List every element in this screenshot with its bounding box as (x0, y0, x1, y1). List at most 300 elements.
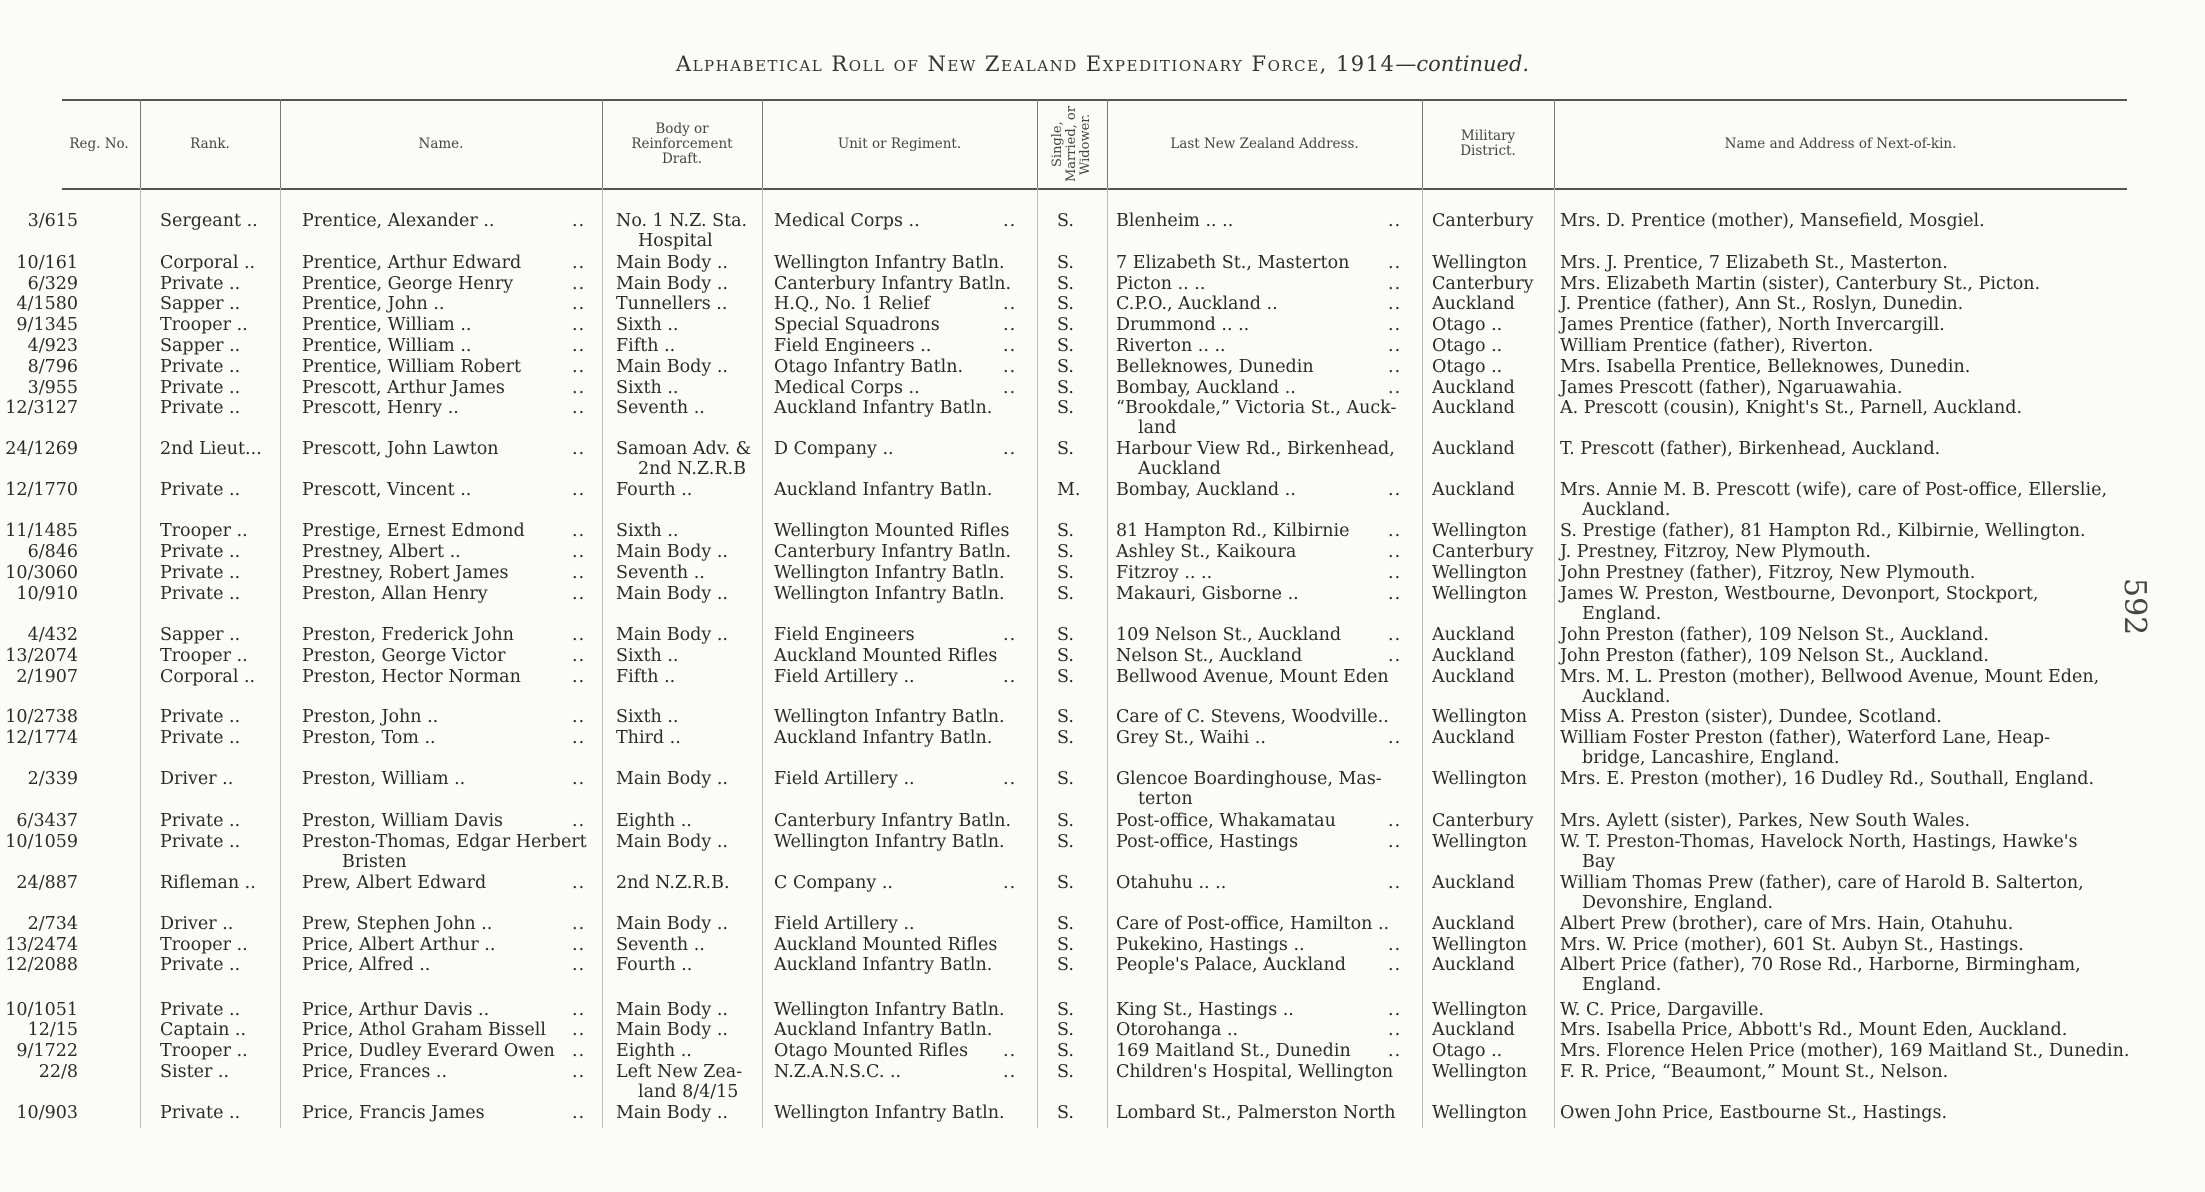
body-draft-cell: Main Body .. (616, 274, 728, 294)
reg-no-cell: 6/3437 (16, 811, 78, 831)
district-cell: Otago .. (1432, 336, 1503, 356)
unit-cell: Wellington Infantry Batln. (774, 707, 1005, 727)
leader-dots: .. (572, 439, 586, 459)
leader-dots: .. (572, 253, 586, 273)
header-body-draft: Body or Reinforcement Draft. (631, 120, 733, 167)
name-cell: Price, Dudley Everard Owen (302, 1041, 555, 1061)
reg-no-cell: 9/1345 (16, 315, 78, 335)
body-draft-cell: Sixth .. (616, 315, 679, 335)
leader-dots: .. (572, 1020, 586, 1040)
unit-cell: Field Engineers .. (774, 336, 932, 356)
rank-cell: Private .. (160, 563, 241, 583)
table-row (0, 1000, 2205, 1020)
leader-dots: .. (1388, 294, 1402, 314)
address-cell: People's Palace, Auckland (1116, 955, 1346, 975)
next-of-kin-cell-cont: England. (1582, 604, 1662, 624)
next-of-kin-cell: A. Prescott (cousin), Knight's St., Parnell, Auckland. (1560, 398, 2023, 418)
leader-dots: .. (572, 378, 586, 398)
rank-cell: Corporal .. (160, 667, 256, 687)
address-cell: 109 Nelson St., Auckland (1116, 625, 1342, 645)
address-cell: Harbour View Rd., Birkenhead, (1116, 439, 1395, 459)
unit-cell: Wellington Infantry Batln. (774, 1000, 1005, 1020)
header-rank: Rank. (190, 135, 230, 152)
unit-cell: H.Q., No. 1 Relief (774, 294, 930, 314)
header-address: Last New Zealand Address. (1170, 135, 1359, 152)
marital-status-cell: S. (1057, 584, 1074, 604)
address-cell: 169 Maitland St., Dunedin (1116, 1041, 1351, 1061)
body-draft-cell: Fifth .. (616, 667, 676, 687)
table-row (0, 646, 2205, 666)
name-cell: Prentice, William Robert (302, 357, 522, 377)
rank-cell: Private .. (160, 832, 241, 852)
body-draft-cell-cont: Hospital (638, 231, 713, 251)
rank-cell: Private .. (160, 1103, 241, 1123)
marital-status-cell: S. (1057, 769, 1074, 789)
district-cell: Auckland (1432, 728, 1515, 748)
table-row (0, 1103, 2205, 1123)
address-cell: Riverton .. .. (1116, 336, 1226, 356)
next-of-kin-cell: Mrs. M. L. Preston (mother), Bellwood Avenue, Mount Eden, (1560, 667, 2100, 687)
address-cell-cont: Auckland (1138, 459, 1221, 479)
table-row (0, 439, 2205, 479)
reg-no-cell: 22/8 (38, 1062, 78, 1082)
leader-dots: .. (1388, 1000, 1402, 1020)
district-cell: Canterbury (1432, 211, 1534, 231)
next-of-kin-cell: William Thomas Prew (father), care of Harold B. Salterton, (1560, 873, 2084, 893)
next-of-kin-cell: Miss A. Preston (sister), Dundee, Scotland. (1560, 707, 1942, 727)
leader-dots: .. (572, 336, 586, 356)
body-draft-cell: No. 1 N.Z. Sta. (616, 211, 748, 231)
address-cell: King St., Hastings .. (1116, 1000, 1294, 1020)
body-draft-cell: Sixth .. (616, 378, 679, 398)
marital-status-cell: S. (1057, 211, 1074, 231)
rank-cell: Corporal .. (160, 253, 256, 273)
next-of-kin-cell: Albert Prew (brother), care of Mrs. Hain, Otahuhu. (1560, 914, 2014, 934)
next-of-kin-cell-cont: Auckland. (1582, 500, 1671, 520)
next-of-kin-cell: J. Prentice (father), Ann St., Roslyn, Dunedin. (1560, 294, 1964, 314)
next-of-kin-cell-cont: Devonshire, England. (1582, 893, 1774, 913)
marital-status-cell: S. (1057, 667, 1074, 687)
leader-dots: .. (1388, 315, 1402, 335)
rank-cell: Private .. (160, 274, 241, 294)
marital-status-cell: S. (1057, 294, 1074, 314)
next-of-kin-cell-cont: England. (1582, 975, 1662, 995)
leader-dots: .. (572, 728, 586, 748)
unit-cell: Wellington Infantry Batln. (774, 1103, 1005, 1123)
address-cell: Grey St., Waihi .. (1116, 728, 1266, 748)
district-cell: Otago .. (1432, 357, 1503, 377)
table-row (0, 315, 2205, 335)
address-cell: Bombay, Auckland .. (1116, 480, 1296, 500)
table-row (0, 873, 2205, 913)
name-cell: Preston, John .. (302, 707, 439, 727)
leader-dots: .. (1003, 1041, 1017, 1061)
leader-dots: .. (572, 357, 586, 377)
body-draft-cell-cont: 2nd N.Z.R.B (638, 459, 746, 479)
body-draft-cell: Fourth .. (616, 480, 693, 500)
leader-dots: .. (1388, 378, 1402, 398)
rank-cell: Sapper .. (160, 336, 241, 356)
district-cell: Auckland (1432, 378, 1515, 398)
next-of-kin-cell: Owen John Price, Eastbourne St., Hastings. (1560, 1103, 1948, 1123)
table-header-rule (62, 188, 2127, 190)
district-cell: Auckland (1432, 398, 1515, 418)
leader-dots: .. (1003, 315, 1017, 335)
leader-dots: .. (572, 667, 586, 687)
name-cell: Preston, Frederick John (302, 625, 514, 645)
name-cell: Preston, Allan Henry (302, 584, 488, 604)
leader-dots: .. (1003, 211, 1017, 231)
table-row (0, 274, 2205, 294)
rank-cell: Private .. (160, 480, 241, 500)
leader-dots: .. (1388, 357, 1402, 377)
leader-dots: .. (1388, 584, 1402, 604)
leader-dots: .. (1003, 667, 1017, 687)
reg-no-cell: 12/3127 (5, 398, 78, 418)
leader-dots: .. (572, 542, 586, 562)
header-unit: Unit or Regiment. (837, 135, 962, 152)
leader-dots: .. (1388, 832, 1402, 852)
name-cell: Preston, Tom .. (302, 728, 436, 748)
body-draft-cell: Main Body .. (616, 769, 728, 789)
rank-cell: Private .. (160, 398, 241, 418)
body-draft-cell: Tunnellers .. (616, 294, 728, 314)
rank-cell: Private .. (160, 542, 241, 562)
district-cell: Auckland (1432, 914, 1515, 934)
district-cell: Wellington (1432, 584, 1528, 604)
leader-dots: .. (572, 935, 586, 955)
table-row (0, 667, 2205, 707)
name-cell: Prentice, Alexander .. (302, 211, 495, 231)
rank-cell: Sapper .. (160, 625, 241, 645)
marital-status-cell: S. (1057, 1103, 1074, 1123)
marital-status-cell: S. (1057, 378, 1074, 398)
reg-no-cell: 24/1269 (5, 439, 78, 459)
reg-no-cell: 4/923 (27, 336, 78, 356)
next-of-kin-cell: James W. Preston, Westbourne, Devonport, Stockport, (1560, 584, 2039, 604)
reg-no-cell: 3/615 (27, 211, 78, 231)
table-row (0, 211, 2205, 251)
unit-cell: Field Artillery .. (774, 769, 915, 789)
address-cell-cont: terton (1138, 789, 1193, 809)
leader-dots: .. (572, 811, 586, 831)
address-cell: Care of Post-office, Hamilton .. (1116, 914, 1390, 934)
next-of-kin-cell: Mrs. D. Prentice (mother), Mansefield, Mosgiel. (1560, 211, 1985, 231)
next-of-kin-cell: Albert Price (father), 70 Rose Rd., Harborne, Birmingham, (1560, 955, 2081, 975)
address-cell: Children's Hospital, Wellington (1116, 1062, 1394, 1082)
leader-dots: .. (1388, 274, 1402, 294)
district-cell: Canterbury (1432, 811, 1534, 831)
leader-dots: .. (1388, 563, 1402, 583)
leader-dots: .. (1388, 955, 1402, 975)
body-draft-cell: Main Body .. (616, 1103, 728, 1123)
leader-dots: .. (572, 955, 586, 975)
leader-dots: .. (572, 646, 586, 666)
page-title (0, 52, 2205, 76)
marital-status-cell: S. (1057, 315, 1074, 335)
name-cell: Prentice, William .. (302, 315, 472, 335)
body-draft-cell: Samoan Adv. & (616, 439, 752, 459)
leader-dots: .. (1003, 873, 1017, 893)
body-draft-cell: Eighth .. (616, 811, 692, 831)
rank-cell: Private .. (160, 357, 241, 377)
unit-cell: Canterbury Infantry Batln. (774, 542, 1012, 562)
reg-no-cell: 12/1774 (5, 728, 78, 748)
unit-cell: Field Engineers (774, 625, 915, 645)
name-cell: Price, Alfred .. (302, 955, 431, 975)
marital-status-cell: S. (1057, 832, 1074, 852)
body-draft-cell: 2nd N.Z.R.B. (616, 873, 730, 893)
leader-dots: .. (572, 707, 586, 727)
district-cell: Canterbury (1432, 274, 1534, 294)
leader-dots: .. (572, 914, 586, 934)
rank-cell: Private .. (160, 707, 241, 727)
body-draft-cell: Main Body .. (616, 542, 728, 562)
rank-cell: Sister .. (160, 1062, 230, 1082)
table-row (0, 398, 2205, 438)
leader-dots: .. (1388, 211, 1402, 231)
table-row (0, 1020, 2205, 1040)
leader-dots: .. (572, 1062, 586, 1082)
rank-cell: 2nd Lieut... (160, 439, 262, 459)
column-divider (602, 99, 603, 188)
leader-dots: .. (572, 769, 586, 789)
leader-dots: .. (572, 480, 586, 500)
unit-cell: Medical Corps .. (774, 378, 920, 398)
address-cell: Fitzroy .. .. (1116, 563, 1213, 583)
district-cell: Wellington (1432, 1103, 1528, 1123)
unit-cell: C Company .. (774, 873, 893, 893)
next-of-kin-cell: J. Prestney, Fitzroy, New Plymouth. (1560, 542, 1871, 562)
next-of-kin-cell: James Prentice (father), North Invercargill. (1560, 315, 1945, 335)
next-of-kin-cell: S. Prestige (father), 81 Hampton Rd., Kilbirnie, Wellington. (1560, 521, 2086, 541)
district-cell: Auckland (1432, 667, 1515, 687)
name-cell: Preston, William Davis (302, 811, 504, 831)
address-cell: Post-office, Whakamatau (1116, 811, 1336, 831)
next-of-kin-cell: James Prescott (father), Ngaruawahia. (1560, 378, 1903, 398)
reg-no-cell: 6/329 (27, 274, 78, 294)
next-of-kin-cell: John Preston (father), 109 Nelson St., Auckland. (1560, 646, 1989, 666)
reg-no-cell: 4/1580 (16, 294, 78, 314)
reg-no-cell: 9/1722 (16, 1041, 78, 1061)
leader-dots: .. (572, 625, 586, 645)
marital-status-cell: S. (1057, 728, 1074, 748)
reg-no-cell: 10/903 (16, 1103, 78, 1123)
next-of-kin-cell-cont: bridge, Lancashire, England. (1582, 748, 1840, 768)
district-cell: Auckland (1432, 480, 1515, 500)
marital-status-cell: S. (1057, 563, 1074, 583)
district-cell: Otago .. (1432, 1041, 1503, 1061)
body-draft-cell: Fifth .. (616, 336, 676, 356)
rank-cell: Private .. (160, 811, 241, 831)
name-cell: Preston, Hector Norman (302, 667, 521, 687)
unit-cell: Wellington Infantry Batln. (774, 584, 1005, 604)
district-cell: Auckland (1432, 439, 1515, 459)
address-cell: Pukekino, Hastings .. (1116, 935, 1305, 955)
table-row (0, 542, 2205, 562)
unit-cell: Otago Mounted Rifles (774, 1041, 969, 1061)
unit-cell: Special Squadrons (774, 315, 940, 335)
reg-no-cell: 10/910 (16, 584, 78, 604)
leader-dots: .. (1003, 769, 1017, 789)
unit-cell: Field Artillery .. (774, 667, 915, 687)
leader-dots: .. (572, 274, 586, 294)
body-draft-cell: Seventh .. (616, 563, 705, 583)
address-cell-cont: land (1138, 418, 1177, 438)
next-of-kin-cell-cont: Bay (1582, 852, 1616, 872)
body-draft-cell: Main Body .. (616, 914, 728, 934)
body-draft-cell: Sixth .. (616, 646, 679, 666)
rank-cell: Private .. (160, 955, 241, 975)
rank-cell: Trooper .. (160, 646, 248, 666)
rank-cell: Driver .. (160, 914, 234, 934)
leader-dots: .. (1388, 811, 1402, 831)
district-cell: Wellington (1432, 707, 1528, 727)
title-continued: —continued. (1395, 52, 1530, 76)
table-row (0, 769, 2205, 809)
leader-dots: .. (1003, 294, 1017, 314)
leader-dots: .. (1388, 873, 1402, 893)
next-of-kin-cell: John Preston (father), 109 Nelson St., Auckland. (1560, 625, 1989, 645)
reg-no-cell: 10/3060 (5, 563, 78, 583)
rank-cell: Captain .. (160, 1020, 247, 1040)
district-cell: Wellington (1432, 769, 1528, 789)
district-cell: Auckland (1432, 294, 1515, 314)
address-cell: Otahuhu .. .. (1116, 873, 1227, 893)
unit-cell: D Company .. (774, 439, 894, 459)
leader-dots: .. (1388, 253, 1402, 273)
name-cell: Prentice, George Henry (302, 274, 514, 294)
table-row (0, 1062, 2205, 1102)
district-cell: Wellington (1432, 1000, 1528, 1020)
unit-cell: Auckland Infantry Batln. (774, 398, 993, 418)
name-cell: Price, Frances .. (302, 1062, 448, 1082)
leader-dots: .. (572, 1103, 586, 1123)
rank-cell: Private .. (160, 584, 241, 604)
leader-dots: .. (1388, 1041, 1402, 1061)
leader-dots: .. (572, 563, 586, 583)
next-of-kin-cell: Mrs. Isabella Prentice, Belleknowes, Dunedin. (1560, 357, 1971, 377)
unit-cell: Auckland Infantry Batln. (774, 1020, 993, 1040)
table-row (0, 521, 2205, 541)
next-of-kin-cell: T. Prescott (father), Birkenhead, Auckland. (1560, 439, 1941, 459)
rank-cell: Sergeant .. (160, 211, 258, 231)
marital-status-cell: S. (1057, 1062, 1074, 1082)
next-of-kin-cell: Mrs. Aylett (sister), Parkes, New South Wales. (1560, 811, 1971, 831)
address-cell: C.P.O., Auckland .. (1116, 294, 1278, 314)
address-cell: Ashley St., Kaikoura (1116, 542, 1297, 562)
body-draft-cell: Sixth .. (616, 521, 679, 541)
next-of-kin-cell: F. R. Price, “Beaumont,” Mount St., Nelson. (1560, 1062, 1949, 1082)
reg-no-cell: 4/432 (27, 625, 78, 645)
unit-cell: Wellington Infantry Batln. (774, 253, 1005, 273)
address-cell: Post-office, Hastings (1116, 832, 1299, 852)
reg-no-cell: 3/955 (27, 378, 78, 398)
marital-status-cell: S. (1057, 873, 1074, 893)
body-draft-cell: Seventh .. (616, 398, 705, 418)
marital-status-cell: S. (1057, 1020, 1074, 1040)
next-of-kin-cell: Mrs. Elizabeth Martin (sister), Canterbury St., Picton. (1560, 274, 2041, 294)
next-of-kin-cell: William Prentice (father), Riverton. (1560, 336, 1874, 356)
name-cell: Prestige, Ernest Edmond (302, 521, 525, 541)
leader-dots: .. (1003, 625, 1017, 645)
header-next-of-kin: Name and Address of Next-of-kin. (1724, 135, 1957, 152)
name-cell: Prew, Albert Edward (302, 873, 487, 893)
body-draft-cell: Eighth .. (616, 1041, 692, 1061)
address-cell: Belleknowes, Dunedin (1116, 357, 1314, 377)
table-row (0, 625, 2205, 645)
unit-cell: Auckland Infantry Batln. (774, 728, 993, 748)
body-draft-cell: Main Body .. (616, 357, 728, 377)
name-cell: Preston, George Victor (302, 646, 506, 666)
address-cell: Glencoe Boardinghouse, Mas- (1116, 769, 1382, 789)
table-row (0, 707, 2205, 727)
reg-no-cell: 10/1059 (5, 832, 78, 852)
table-row (0, 811, 2205, 831)
body-draft-cell: Fourth .. (616, 955, 693, 975)
address-cell: Makauri, Gisborne .. (1116, 584, 1299, 604)
reg-no-cell: 12/1770 (5, 480, 78, 500)
district-cell: Auckland (1432, 646, 1515, 666)
address-cell: 81 Hampton Rd., Kilbirnie (1116, 521, 1350, 541)
marital-status-cell: S. (1057, 398, 1074, 418)
district-cell: Canterbury (1432, 542, 1534, 562)
next-of-kin-cell: John Prestney (father), Fitzroy, New Plymouth. (1560, 563, 1976, 583)
address-cell: “Brookdale,” Victoria St., Auck- (1116, 398, 1397, 418)
district-cell: Wellington (1432, 521, 1528, 541)
unit-cell: Canterbury Infantry Batln. (774, 811, 1012, 831)
leader-dots: .. (1003, 336, 1017, 356)
header-name: Name. (418, 135, 464, 152)
next-of-kin-cell: William Foster Preston (father), Waterford Lane, Heap- (1560, 728, 2051, 748)
name-cell: Prentice, John .. (302, 294, 445, 314)
marital-status-cell: S. (1057, 646, 1074, 666)
rank-cell: Trooper .. (160, 935, 248, 955)
unit-cell: Wellington Infantry Batln. (774, 563, 1005, 583)
table-row (0, 378, 2205, 398)
table-row (0, 336, 2205, 356)
unit-cell: Wellington Mounted Rifles (774, 521, 1010, 541)
district-cell: Auckland (1432, 1020, 1515, 1040)
leader-dots: .. (1003, 378, 1017, 398)
marital-status-cell: S. (1057, 521, 1074, 541)
marital-status-cell: S. (1057, 935, 1074, 955)
marital-status-cell: S. (1057, 439, 1074, 459)
column-divider (1422, 99, 1423, 188)
page-number: 592 (2117, 578, 2152, 636)
next-of-kin-cell: Mrs. Isabella Price, Abbott's Rd., Mount Eden, Auckland. (1560, 1020, 2068, 1040)
reg-no-cell: 12/15 (27, 1020, 78, 1040)
name-cell: Price, Arthur Davis .. (302, 1000, 490, 1020)
leader-dots: .. (572, 521, 586, 541)
rank-cell: Private .. (160, 378, 241, 398)
leader-dots: .. (572, 584, 586, 604)
reg-no-cell: 12/2088 (5, 955, 78, 975)
reg-no-cell: 10/1051 (5, 1000, 78, 1020)
leader-dots: .. (1003, 357, 1017, 377)
district-cell: Wellington (1432, 253, 1528, 273)
next-of-kin-cell: W. T. Preston-Thomas, Havelock North, Hastings, Hawke's (1560, 832, 2078, 852)
name-cell: Preston-Thomas, Edgar Herbert (302, 832, 587, 852)
rank-cell: Private .. (160, 1000, 241, 1020)
leader-dots: .. (1388, 935, 1402, 955)
reg-no-cell: 6/846 (27, 542, 78, 562)
unit-cell: Otago Infantry Batln. (774, 357, 964, 377)
reg-no-cell: 11/1485 (5, 521, 78, 541)
table-row (0, 832, 2205, 872)
header-district: Military District. (1460, 128, 1516, 159)
header-marital-status: Single, Married, or Widower. (1050, 106, 1093, 182)
